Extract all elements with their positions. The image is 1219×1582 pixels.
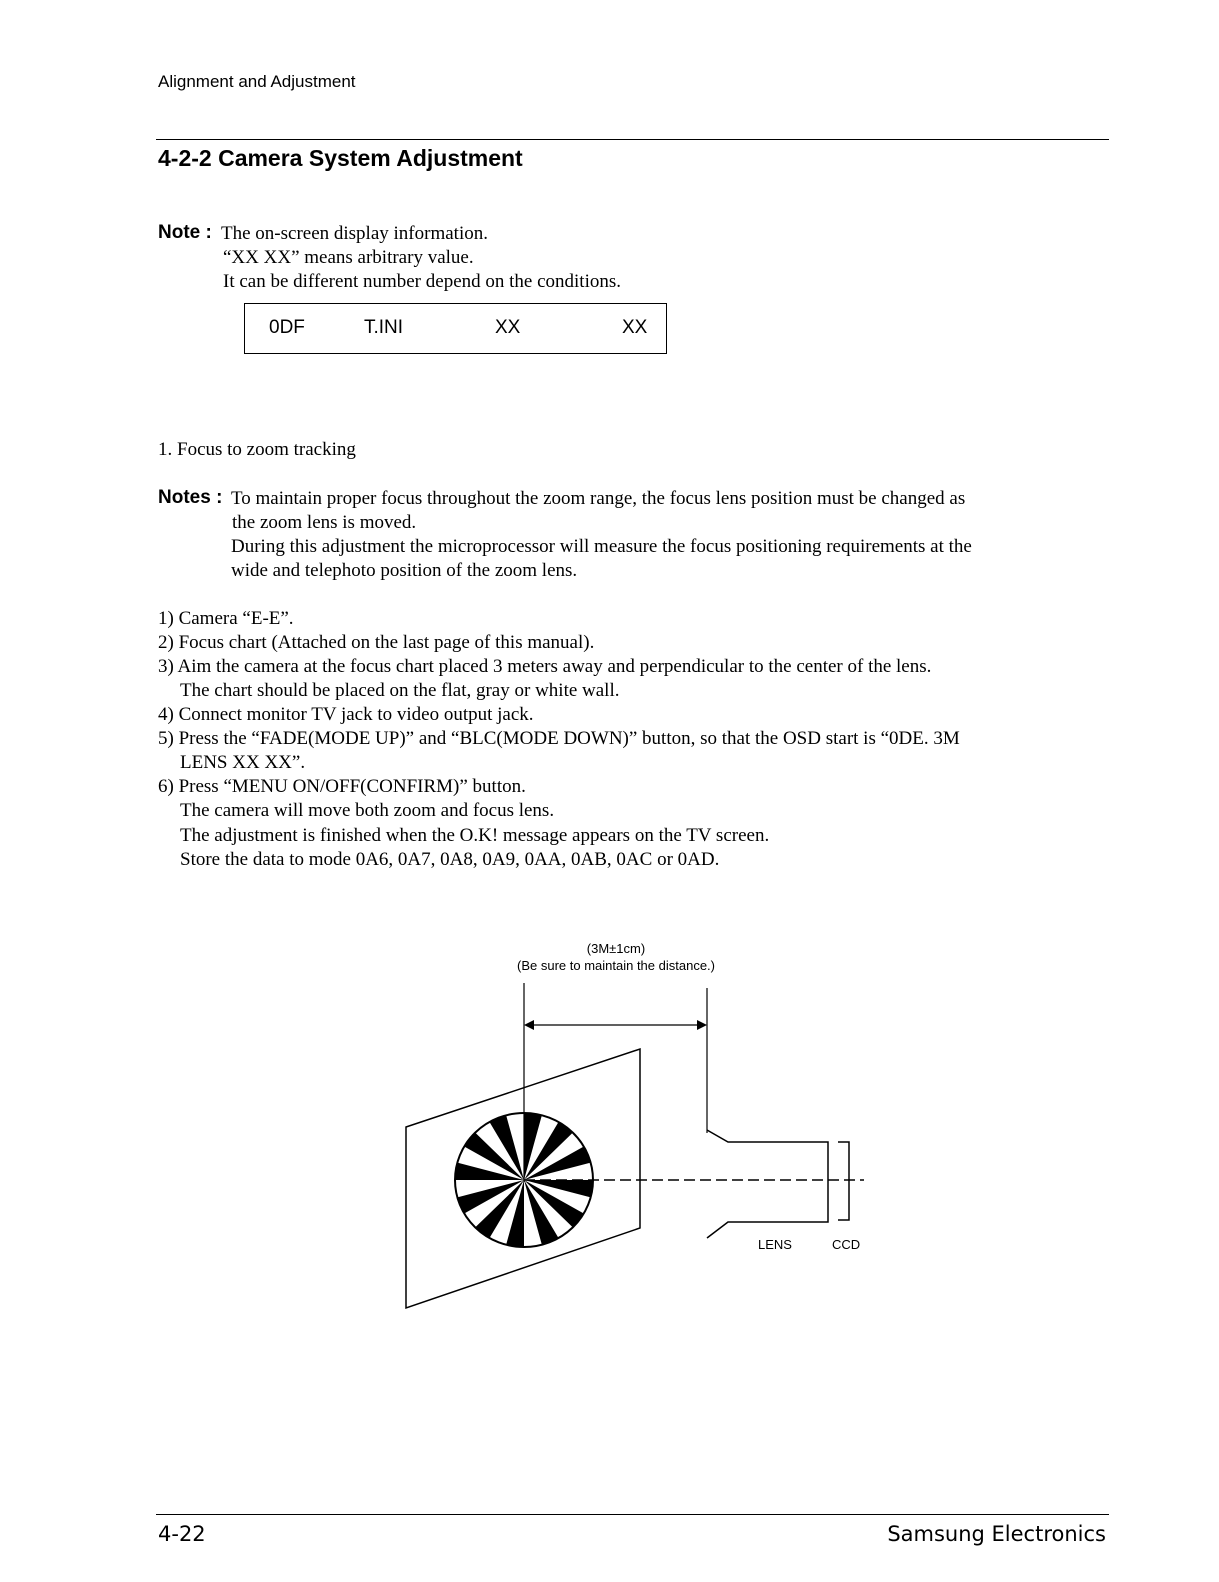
procedure-step: The adjustment is finished when the O.K! message appears on the TV screen. — [180, 825, 770, 846]
procedure-step: Store the data to mode 0A6, 0A7, 0A8, 0A9, 0AA, 0AB, 0AC or 0AD. — [180, 849, 720, 870]
notes-line: During this adjustment the microprocessor will measure the focus positioning requirements at the — [231, 536, 972, 557]
osd-value-1: XX — [495, 317, 521, 338]
osd-value-2: XX — [622, 317, 648, 338]
arrow-head-right — [697, 1020, 707, 1030]
footer-company: Samsung Electronics — [887, 1522, 1106, 1546]
focus-chart-diagram — [380, 930, 880, 1330]
osd-mode-name: T.INI — [364, 317, 404, 338]
osd-mode-code: 0DF — [269, 317, 305, 338]
note-line: It can be different number depend on the conditions. — [223, 271, 621, 292]
procedure-step: The chart should be placed on the flat, gray or white wall. — [180, 680, 620, 701]
note-label: Note : — [158, 222, 212, 243]
procedure-step: 3) Aim the camera at the focus chart placed 3 meters away and perpendicular to the center of the lens. — [158, 656, 932, 677]
procedure-step: 2) Focus chart (Attached on the last page of this manual). — [158, 632, 595, 653]
procedure-step: 6) Press “MENU ON/OFF(CONFIRM)” button. — [158, 776, 526, 797]
section-title: 4-2-2 Camera System Adjustment — [158, 145, 523, 171]
procedure-step: 1) Camera “E-E”. — [158, 608, 294, 629]
header-rule — [156, 139, 1109, 140]
lens-label: LENS — [758, 1237, 792, 1252]
procedure-step: 4) Connect monitor TV jack to video output jack. — [158, 704, 534, 725]
procedure-step: LENS XX XX”. — [180, 752, 306, 773]
ccd-sensor — [838, 1142, 849, 1220]
page-number: 4-22 — [158, 1522, 206, 1546]
distance-label: (3M±1cm) — [586, 941, 646, 956]
running-header: Alignment and Adjustment — [158, 72, 356, 91]
notes-line: the zoom lens is moved. — [232, 512, 417, 533]
procedure-step: The camera will move both zoom and focus lens. — [180, 800, 555, 821]
chart-board — [406, 1049, 640, 1308]
camera-lens — [707, 1130, 828, 1238]
notes-label: Notes : — [158, 487, 223, 508]
note-line: The on-screen display information. — [221, 223, 488, 244]
notes-line: To maintain proper focus throughout the zoom range, the focus lens position must be changed as — [231, 488, 966, 509]
footer-rule — [156, 1514, 1109, 1515]
step-title: 1. Focus to zoom tracking — [158, 439, 356, 460]
arrow-head-left — [524, 1020, 534, 1030]
notes-line: wide and telephoto position of the zoom lens. — [231, 560, 578, 581]
ccd-label: CCD — [832, 1237, 861, 1252]
osd-display-box — [244, 303, 667, 354]
note-line: “XX XX” means arbitrary value. — [223, 247, 474, 268]
distance-note: (Be sure to maintain the distance.) — [517, 958, 715, 973]
procedure-step: 5) Press the “FADE(MODE UP)” and “BLC(MODE DOWN)” button, so that the OSD start is “0DE. 3M — [158, 728, 960, 749]
